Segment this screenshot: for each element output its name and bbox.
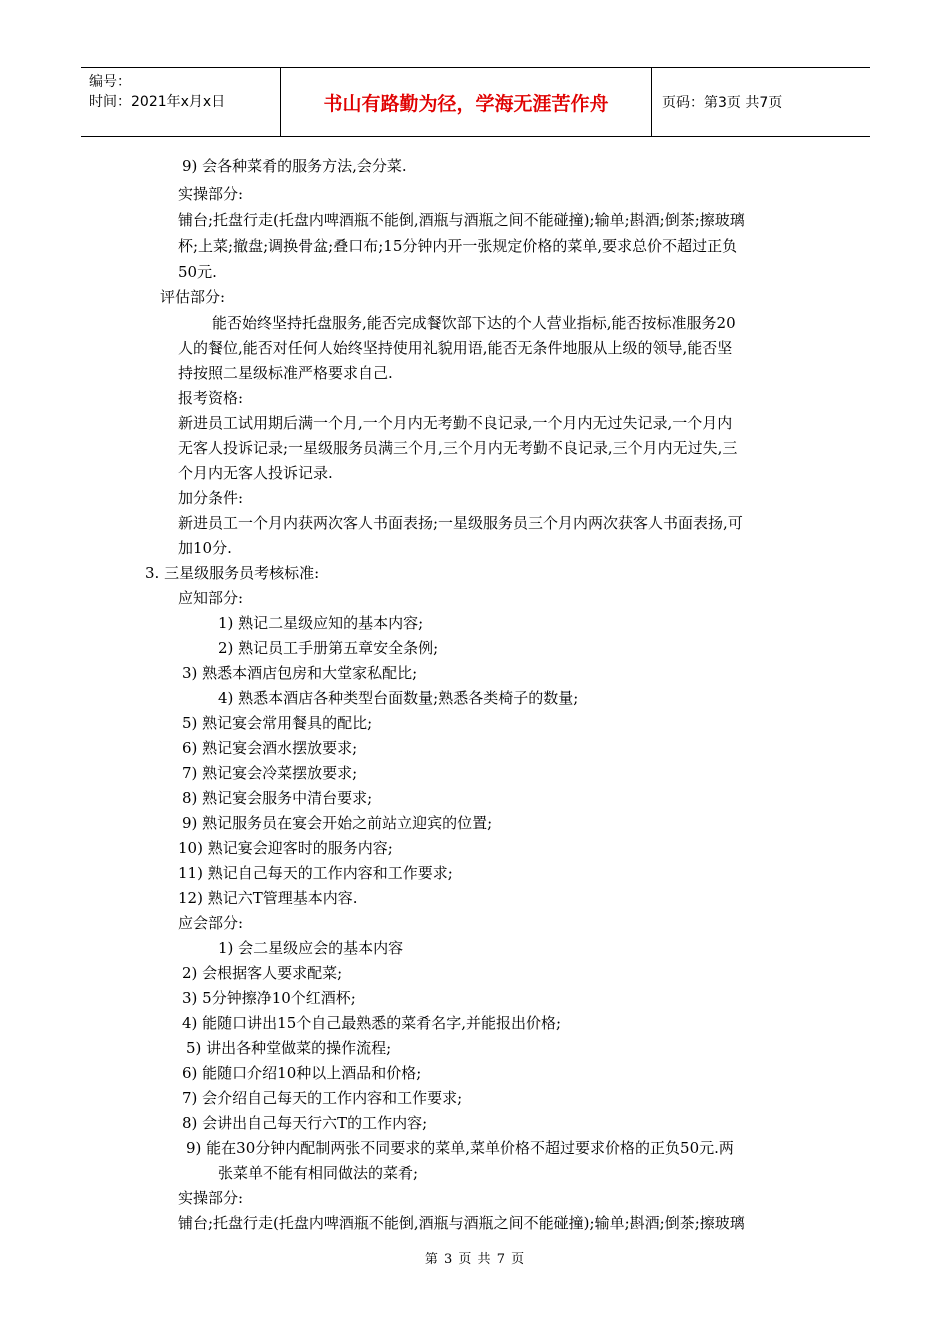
text-line: 杯;上菜;撤盘;调换骨盆;叠口布;15分钟内开一张规定价格的菜单,要求总价不超过正负 [178, 237, 738, 255]
list-item: 5) 讲出各种堂做菜的操作流程; [186, 1039, 392, 1057]
text-line: 新进员工一个月内获两次客人书面表扬;一星级服务员三个月内两次获客人书面表扬,可 [178, 514, 743, 532]
header-motto: 书山有路勤为径，学海无涯苦作舟 [281, 68, 652, 136]
list-item: 3) 熟悉本酒店包房和大堂家私配比; [182, 664, 418, 682]
list-item: 4) 熟悉本酒店各种类型台面数量;熟悉各类椅子的数量; [218, 689, 579, 707]
list-item: 12) 熟记六T管理基本内容. [178, 889, 358, 907]
list-item: 6) 熟记宴会酒水摆放要求; [182, 739, 358, 757]
text-line: 能否始终坚持托盘服务,能否完成餐饮部下达的个人营业指标,能否按标准服务20 [212, 314, 736, 332]
list-item: 7) 熟记宴会冷菜摆放要求; [182, 764, 358, 782]
section-heading: 实操部分: [178, 185, 244, 203]
section-heading: 报考资格: [178, 389, 244, 407]
document-date-label: 时间：2021年x月x日 [89, 94, 226, 110]
text-line: 50元. [178, 263, 217, 281]
text-line: 铺台;托盘行走(托盘内啤酒瓶不能倒,酒瓶与酒瓶之间不能碰撞);输单;斟酒;倒茶;擦玻璃 [178, 1214, 745, 1232]
header-meta [81, 68, 281, 136]
list-item: 9) 熟记服务员在宴会开始之前站立迎宾的位置; [182, 814, 493, 832]
list-item: 5) 熟记宴会常用餐具的配比; [182, 714, 373, 732]
text-line: 9) 会各种菜肴的服务方法,会分菜. [182, 157, 407, 175]
text-line: 新进员工试用期后满一个月,一个月内无考勤不良记录,一个月内无过失记录,一个月内 [178, 414, 733, 432]
list-item: 6) 能随口介绍10种以上酒品和价格; [182, 1064, 422, 1082]
text-line: 持按照二星级标准严格要求自己. [178, 364, 393, 382]
list-item: 1) 熟记二星级应知的基本内容; [218, 614, 424, 632]
list-item: 4) 能随口讲出15个自己最熟悉的菜肴名字,并能报出价格; [182, 1014, 562, 1032]
page-footer: 第 3 页 共 7 页 [424, 1252, 526, 1267]
list-item: 1) 会二星级应会的基本内容 [218, 939, 404, 957]
section-heading: 实操部分: [178, 1189, 244, 1207]
section-heading: 应知部分: [178, 589, 244, 607]
list-item: 11) 熟记自己每天的工作内容和工作要求; [178, 864, 453, 882]
list-item: 7) 会介绍自己每天的工作内容和工作要求; [182, 1089, 463, 1107]
document-number-label: 编号： [89, 74, 131, 90]
list-item: 8) 会讲出自己每天行六T的工作内容; [182, 1114, 428, 1132]
list-item: 8) 熟记宴会服务中清台要求; [182, 789, 373, 807]
list-item: 9) 能在30分钟内配制两张不同要求的菜单,菜单价格不超过要求价格的正负50元.两 [186, 1139, 734, 1157]
section-heading: 评估部分: [160, 288, 226, 306]
section-heading: 加分条件: [178, 489, 244, 507]
list-item: 10) 熟记宴会迎客时的服务内容; [178, 839, 393, 857]
text-line: 铺台;托盘行走(托盘内啤酒瓶不能倒,酒瓶与酒瓶之间不能碰撞);输单;斟酒;倒茶;擦玻璃 [178, 211, 745, 229]
list-item: 2) 熟记员工手册第五章安全条例; [218, 639, 439, 657]
text-line: 无客人投诉记录;一星级服务员满三个月,三个月内无考勤不良记录,三个月内无过失,三 [178, 439, 738, 457]
section-heading: 应会部分: [178, 914, 244, 932]
text-line: 个月内无客人投诉记录. [178, 464, 333, 482]
section-title: 3. 三星级服务员考核标准: [145, 564, 320, 582]
header-page-number: 页码：第3页 共7页 [662, 95, 783, 111]
page-header [81, 67, 870, 137]
text-line: 人的餐位,能否对任何人始终坚持使用礼貌用语,能否无条件地服从上级的领导,能否坚 [178, 339, 733, 357]
text-line: 加10分. [178, 539, 232, 557]
list-item-continuation: 张菜单不能有相同做法的菜肴; [218, 1164, 419, 1182]
list-item: 2) 会根据客人要求配菜; [182, 964, 343, 982]
list-item: 3) 5分钟擦净10个红酒杯; [182, 989, 356, 1007]
